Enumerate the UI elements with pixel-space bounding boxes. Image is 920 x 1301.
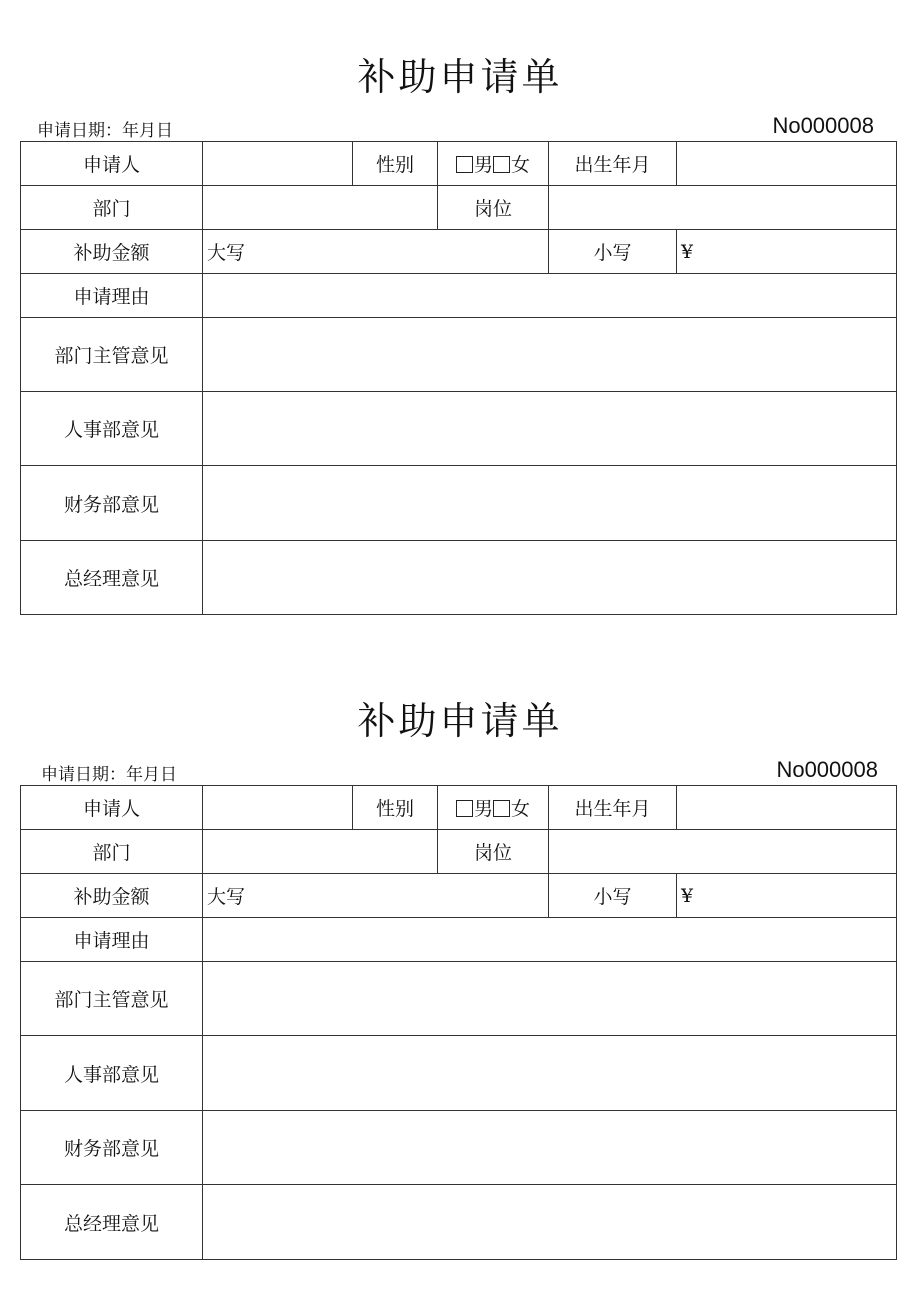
- dept-manager-opinion-field[interactable]: [203, 962, 897, 1036]
- applicant-field[interactable]: [203, 142, 353, 186]
- department-label: 部门: [21, 186, 203, 230]
- department-label: 部门: [21, 830, 203, 874]
- gm-opinion-label: 总经理意见: [21, 1185, 203, 1260]
- birth-date-label: 出生年月: [549, 142, 677, 186]
- position-label: 岗位: [438, 830, 549, 874]
- table-row: [21, 466, 897, 541]
- amount-label: 补助金额: [21, 230, 203, 274]
- finance-opinion-field[interactable]: [203, 466, 897, 541]
- amount-lowercase-field[interactable]: [677, 230, 897, 274]
- table-row: [21, 874, 897, 918]
- form-title: 补助申请单: [357, 55, 563, 99]
- reason-label: 申请理由: [21, 918, 203, 962]
- gender-label: 性别: [353, 786, 438, 830]
- application-table: [20, 141, 897, 615]
- applicant-label: 申请人: [21, 786, 203, 830]
- hr-opinion-field[interactable]: [203, 1036, 897, 1111]
- lowercase-label: 小写: [549, 230, 677, 274]
- birth-date-field[interactable]: [677, 786, 897, 830]
- table-row: [21, 392, 897, 466]
- amount-uppercase-field[interactable]: [203, 230, 549, 274]
- applicant-field[interactable]: [203, 786, 353, 830]
- table-row: [21, 230, 897, 274]
- female-label: 女: [511, 798, 531, 820]
- table-row: [21, 1036, 897, 1111]
- currency-symbol: ¥: [681, 240, 694, 263]
- uppercase-label: 大写: [207, 886, 246, 908]
- gm-opinion-field[interactable]: [203, 541, 897, 615]
- gm-opinion-label: 总经理意见: [21, 541, 203, 615]
- male-label: 男: [473, 798, 493, 820]
- amount-label: 补助金额: [21, 874, 203, 918]
- finance-opinion-label: 财务部意见: [21, 1111, 203, 1185]
- table-row: [21, 541, 897, 615]
- female-checkbox[interactable]: [493, 156, 510, 173]
- position-field[interactable]: [549, 830, 897, 874]
- application-date-label: 申请日期：年月日: [41, 765, 177, 785]
- male-label: 男: [473, 154, 493, 176]
- table-row: [21, 142, 897, 186]
- amount-uppercase-field[interactable]: [203, 874, 549, 918]
- finance-opinion-field[interactable]: [203, 1111, 897, 1185]
- reason-field[interactable]: [203, 918, 897, 962]
- hr-opinion-field[interactable]: [203, 392, 897, 466]
- hr-opinion-label: 人事部意见: [21, 392, 203, 466]
- gender-options: [438, 142, 549, 186]
- gm-opinion-field[interactable]: [203, 1185, 897, 1260]
- applicant-label: 申请人: [21, 142, 203, 186]
- dept-manager-opinion-label: 部门主管意见: [21, 318, 203, 392]
- table-row: [21, 1111, 897, 1185]
- serial-number: No000008: [776, 757, 878, 782]
- dept-manager-opinion-field[interactable]: [203, 318, 897, 392]
- application-table: [20, 785, 897, 1260]
- table-row: [21, 962, 897, 1036]
- reason-field[interactable]: [203, 274, 897, 318]
- amount-lowercase-field[interactable]: [677, 874, 897, 918]
- department-field[interactable]: [203, 186, 438, 230]
- male-checkbox[interactable]: [456, 800, 473, 817]
- table-row: [21, 830, 897, 874]
- reason-label: 申请理由: [21, 274, 203, 318]
- hr-opinion-label: 人事部意见: [21, 1036, 203, 1111]
- gender-label: 性别: [353, 142, 438, 186]
- table-row: [21, 318, 897, 392]
- table-row: [21, 918, 897, 962]
- uppercase-label: 大写: [207, 242, 246, 264]
- female-checkbox[interactable]: [493, 800, 510, 817]
- birth-date-label: 出生年月: [549, 786, 677, 830]
- female-label: 女: [511, 154, 531, 176]
- form-title: 补助申请单: [357, 699, 563, 743]
- currency-symbol: ¥: [681, 884, 694, 907]
- table-row: [21, 274, 897, 318]
- table-row: [21, 186, 897, 230]
- finance-opinion-label: 财务部意见: [21, 466, 203, 541]
- table-row: [21, 1185, 897, 1260]
- dept-manager-opinion-label: 部门主管意见: [21, 962, 203, 1036]
- position-label: 岗位: [438, 186, 549, 230]
- table-row: [21, 786, 897, 830]
- application-date-label: 申请日期：年月日: [37, 121, 173, 141]
- position-field[interactable]: [549, 186, 897, 230]
- lowercase-label: 小写: [549, 874, 677, 918]
- male-checkbox[interactable]: [456, 156, 473, 173]
- gender-options: [438, 786, 549, 830]
- department-field[interactable]: [203, 830, 438, 874]
- birth-date-field[interactable]: [677, 142, 897, 186]
- serial-number: No000008: [772, 113, 874, 138]
